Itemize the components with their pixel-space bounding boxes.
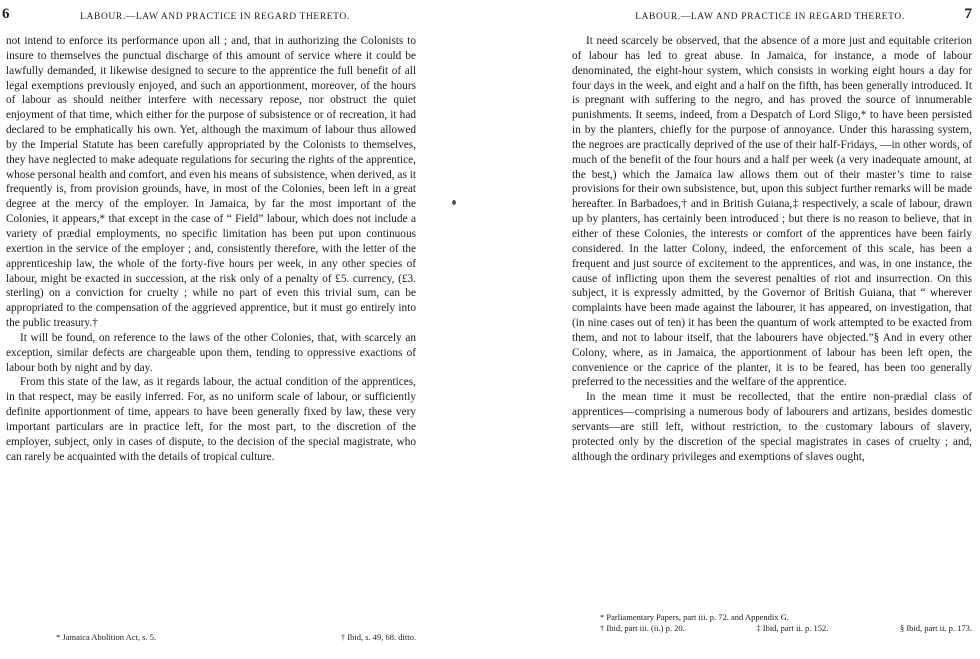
- right-footnote-4: § Ibid, part ii. p. 173.: [899, 623, 972, 633]
- gutter-mark: [452, 200, 456, 205]
- right-paragraph-2: In the mean time it must be recollected, that the entire non-prædial class of apprentices—comprising a numerous body of labourers and artizans, besides domestic servants—are still left, without restriction, to the customary labours of slavery, protected only by the discretion of the special magistrates in cases of cruelty ; and, although the ordinary privileges and exemptions of slaves ought,: [572, 391, 972, 463]
- right-footnote-1: * Parliamentary Papers, part iii. p. 72. and Appendix G.: [600, 612, 789, 622]
- right-page-body: [560, 34, 980, 464]
- right-footnote-3: ‡ Ibid, part ii. p. 152.: [756, 623, 829, 633]
- left-paragraph-1: not intend to enforce its performance upon all ; and, that in authorizing the Colonists to insure to themselves the punctual discharge of this amount of service where it could be lawfully demanded, it likewise designed to secure to the apprentice the full benefit of all legal exemptions previously enjoyed, and such an apportionment, moreover, of the hours of labour as should neither interfere with necessary repose, nor obstruct the quiet enjoyment of that time, which either for the purpose of subsistence or of recreation, it had declared to be emphatically his own. Yet, although the maximum of labour thus allowed by the Imperial Statute has been carefully appropriated by the Colonists to themselves, they have neglected to make adequate regulations for securing the rights of the apprentice, whose personal health and comfort, and even his means of subsistence, when derived, as it frequently is, from provision grounds, have, in most of the Colonies, been left in a great degree at the mercy of the employer. In Jamaica, by far the most important of the Colonies, it appears,* that except in the case of “ Field” labour, which does not include a variety of prædial employments, no specific limitation has been put upon continuous exertion in the service of the employer ; and, consistently therefore, with the letter of the apprenticeship law, the whole of the forty-five hours per week, in any other species of labour, might be exacted in succession, at the risk only of a penalty of £5. currency, (£3. sterling) on a conviction for cruelty ; while no part of even this trivial sum, can be appropriated to the compensation of the aggrieved apprentice, but it must go entirely into the public treasury.†: [6, 35, 416, 330]
- left-footnote-1: * Jamaica Abolition Act, s. 5.: [56, 632, 157, 642]
- left-footnotes: [0, 632, 430, 643]
- right-page-header: [560, 6, 980, 28]
- left-page-header: [0, 6, 430, 28]
- right-footnotes: [560, 612, 980, 634]
- left-paragraph-3: From this state of the law, as it regards labour, the actual condition of the apprentices, in that respect, may be easily inferred. For, as no uniform scale of labour, or sufficiently definite apportionment of time, appears to have been generally fixed by law, these very important particulars are in practice left, for the most part, to the discretion of the employer, subject, only in cases of dispute, to the decision of the special magistrate, who can rarely be acquainted with the details of tropical culture.: [6, 376, 416, 463]
- left-page-body: [0, 34, 430, 464]
- right-paragraph-1: It need scarcely be observed, that the absence of a more just and equitable criterion of labour has led to great abuse. In Jamaica, for instance, a mode of labour denominated, the eight-hour system, which consists in working eight hours a day for four days in the week, and eight and a half on the fifth, has been generally introduced. It is pregnant with suffering to the negro, and has proved the source of innumerable punishments. It seems, indeed, from a Despatch of Lord Sligo,* to have been persisted in by the planters, chiefly for the purpose of annoyance. Under this harassing system, the negroes are practically deprived of the use of their half-Fridays, —in other words, of much of the benefit of the four hours and a half per week (a very inadequate amount, at the best,) which the Jamaica law allows them out of their master’s time to raise provisions for their own subsistence, but, upon this subject further remarks will be made hereafter. In Barbadoes,† and in British Guiana,‡ respectively, a scale of labour, drawn up by planters, has certainly been introduced ; but there is no reason to believe, that in either of these Colonies, the interests or comfort of the apprentices have been fairly considered. In the latter Colony, indeed, the enforcement of this scale, has been a frequent and just source of excitement to the apprentices, and was, in one instance, the cause of inflicting upon them the severest penalties of riot and insurrection. On this subject, it is expressly admitted, by the Governor of British Guiana, that “ wherever complaints have been made against the labourer, it has appeared, on investigation, that (in nine cases out of ten) it has been the quantum of work attempted to be exacted from them, and not to labour itself, that the labourers have objected.”§ And in every other Colony, where, as in Jamaica, the apportionment of labour has been left open, the convenience or the caprice of the planter, it is to be feared, has been too generally preferred to the necessities and the welfare of the apprentice.: [572, 35, 972, 389]
- right-page-number: 7: [964, 6, 972, 22]
- left-page: [0, 0, 430, 659]
- left-paragraph-2: It will be found, on reference to the laws of the other Colonies, that, with scarcely an exception, similar defects are chargeable upon them, tending to oppressive exactions of labour both by night and by day.: [6, 331, 416, 374]
- right-page: [560, 0, 980, 659]
- right-footnote-row: [600, 623, 972, 634]
- left-footnote-2: † Ibid, s. 49, 68. ditto.: [340, 632, 416, 642]
- left-running-head: LABOUR.—LAW AND PRACTICE IN REGARD THERETO.: [80, 12, 350, 22]
- left-page-number: 6: [2, 6, 10, 22]
- right-running-head: LABOUR.—LAW AND PRACTICE IN REGARD THERETO.: [635, 12, 905, 22]
- right-footnote-2: † Ibid, part iii. (ii.) p. 20.: [600, 623, 685, 633]
